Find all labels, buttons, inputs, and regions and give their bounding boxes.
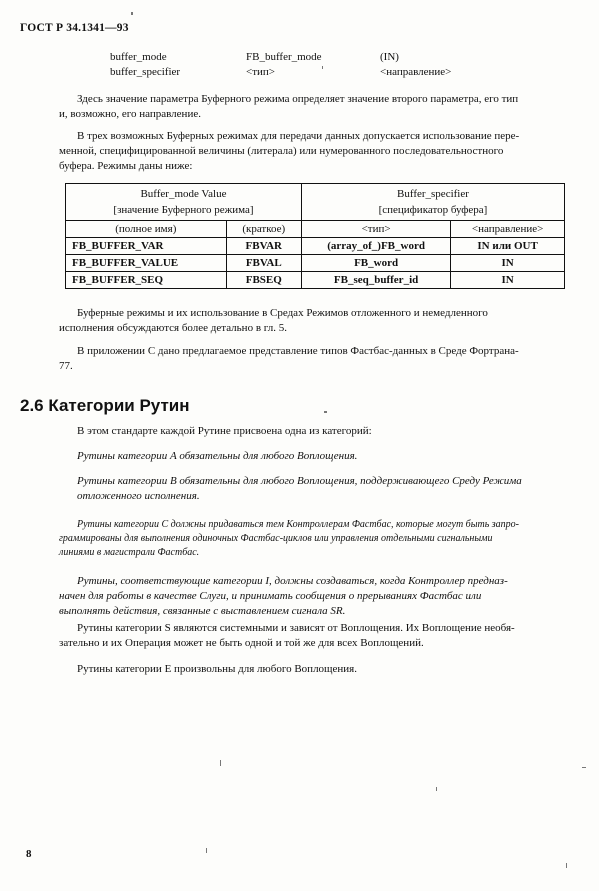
paragraph-line: линиями в магистрали Фастбас. (59, 547, 200, 558)
paragraph-line: выполнять действия, связанные с выставлением сигнала SR. (59, 605, 346, 617)
category-i-text (59, 574, 567, 619)
param-direction: (IN) (380, 51, 399, 63)
table-row (66, 272, 565, 289)
paragraph-line: и, возможно, его направление. (59, 108, 201, 120)
table-cell: FB_BUFFER_SEQ (66, 272, 227, 289)
paragraph-line: Рутины, соответствующие категории I, должны создаваться, когда Контроллер предназ- (77, 575, 508, 587)
table-row (66, 238, 565, 255)
section-number: 2.6 (20, 396, 44, 415)
paragraph-categories-intro: В этом стандарте каждой Рутине присвоена одна из категорий: (77, 425, 372, 437)
scan-speck (220, 760, 221, 766)
table-column-header: (краткое) (226, 221, 301, 238)
parameter-block (110, 50, 530, 80)
table-cell: FB_BUFFER_VALUE (66, 255, 227, 272)
table-column-header: <направление> (451, 221, 565, 238)
paragraph-line: Здесь значение параметра Буферного режима определяет значение второго параметра, его тип (77, 93, 519, 105)
table-group-subtitle: [спецификатор буфера] (301, 202, 564, 221)
paragraph-line: 77. (59, 360, 73, 372)
table-column-header: (полное имя) (66, 221, 227, 238)
table-cell: IN (451, 255, 565, 272)
scan-speck (566, 863, 567, 868)
paragraph-buffer-mode-meaning (59, 92, 567, 122)
paragraph-line: В трех возможных Буферных режимах для передачи данных допускается использование пере- (77, 130, 520, 142)
paragraph-line: зательно и их Операция может не быть одной и той же для всех Воплощений. (59, 637, 424, 649)
param-name: buffer_mode (110, 51, 167, 63)
parameter-row (110, 65, 530, 80)
paragraph-line: Буферные режимы и их использование в Средах Режимов отложенного и немедленного (77, 307, 488, 319)
param-name: buffer_specifier (110, 66, 181, 78)
param-type: <тип> (246, 66, 275, 78)
scan-speck (322, 66, 323, 69)
paragraph-line: Рутины категории S являются системными и зависят от Воплощения. Их Воплощение необя- (77, 622, 515, 634)
scan-speck (324, 411, 327, 413)
table-cell: IN или OUT (451, 238, 565, 255)
paragraph-line: граммированы для выполнения одиночных Фастбас-циклов или управления отдельными сигнальными (59, 533, 493, 544)
table-cell: FBSEQ (226, 272, 301, 289)
category-c-text (59, 518, 567, 560)
paragraph-appendix-c (59, 344, 567, 374)
paragraph-line: отложенного исполнения. (77, 490, 200, 502)
table-group-subtitle: [значение Буферного режима] (66, 202, 302, 221)
paragraph-buffer-usage (59, 306, 567, 336)
category-b-text (77, 474, 565, 504)
buffer-modes-table (65, 183, 565, 289)
category-s-text (59, 621, 567, 651)
standard-header: ГОСТ Р 34.1341—93 (20, 22, 129, 34)
paragraph-line: буфера. Режимы даны ниже: (59, 160, 193, 172)
paragraph-line: Рутины категории В обязательны для любого Воплощения, поддерживающего Среду Режима (77, 475, 522, 487)
table-cell: FB_word (301, 255, 450, 272)
paragraph-line: менной, специфицированной величины (литерала) или нумерованного последовательностного (59, 145, 504, 157)
paragraph-line: В приложении С дано предлагаемое представление типов Фастбас-данных в Среде Фортрана- (77, 345, 519, 357)
paragraph-line: исполнения обсуждаются более детально в гл. 5. (59, 322, 287, 334)
parameter-row (110, 50, 530, 65)
table-column-header-row (66, 221, 565, 238)
table-cell: FB_BUFFER_VAR (66, 238, 227, 255)
scan-speck (206, 848, 207, 853)
section-heading (20, 396, 190, 416)
table-cell: FB_seq_buffer_id (301, 272, 450, 289)
table-cell: IN (451, 272, 565, 289)
table-cell: FBVAR (226, 238, 301, 255)
scan-speck (582, 767, 586, 768)
table-group-title: Buffer_specifier (301, 184, 564, 203)
scan-speck (436, 787, 437, 791)
page-number: 8 (26, 848, 32, 860)
category-a-text: Рутины категории А обязательны для любого Воплощения. (77, 450, 358, 462)
scan-speck (131, 12, 133, 15)
table-row (66, 255, 565, 272)
table-header-row (66, 184, 565, 203)
section-title: Категории Рутин (48, 396, 190, 415)
table-column-header: <тип> (301, 221, 450, 238)
table-group-title: Buffer_mode Value (66, 184, 302, 203)
table-cell: FBVAL (226, 255, 301, 272)
paragraph-line: Рутины категории С должны придаваться тем Контроллерам Фастбас, которые могут быть запро- (77, 519, 519, 530)
param-type: FB_buffer_mode (246, 51, 322, 63)
paragraph-line: начен для работы в качестве Слуги, и принимать сообщения о прерываниях Фастбас или (59, 590, 482, 602)
table-header-row (66, 202, 565, 221)
table-cell: (array_of_)FB_word (301, 238, 450, 255)
paragraph-buffer-modes (59, 129, 567, 174)
param-direction: <направление> (380, 66, 452, 78)
category-e-text: Рутины категории Е произвольны для любого Воплощения. (77, 663, 357, 675)
